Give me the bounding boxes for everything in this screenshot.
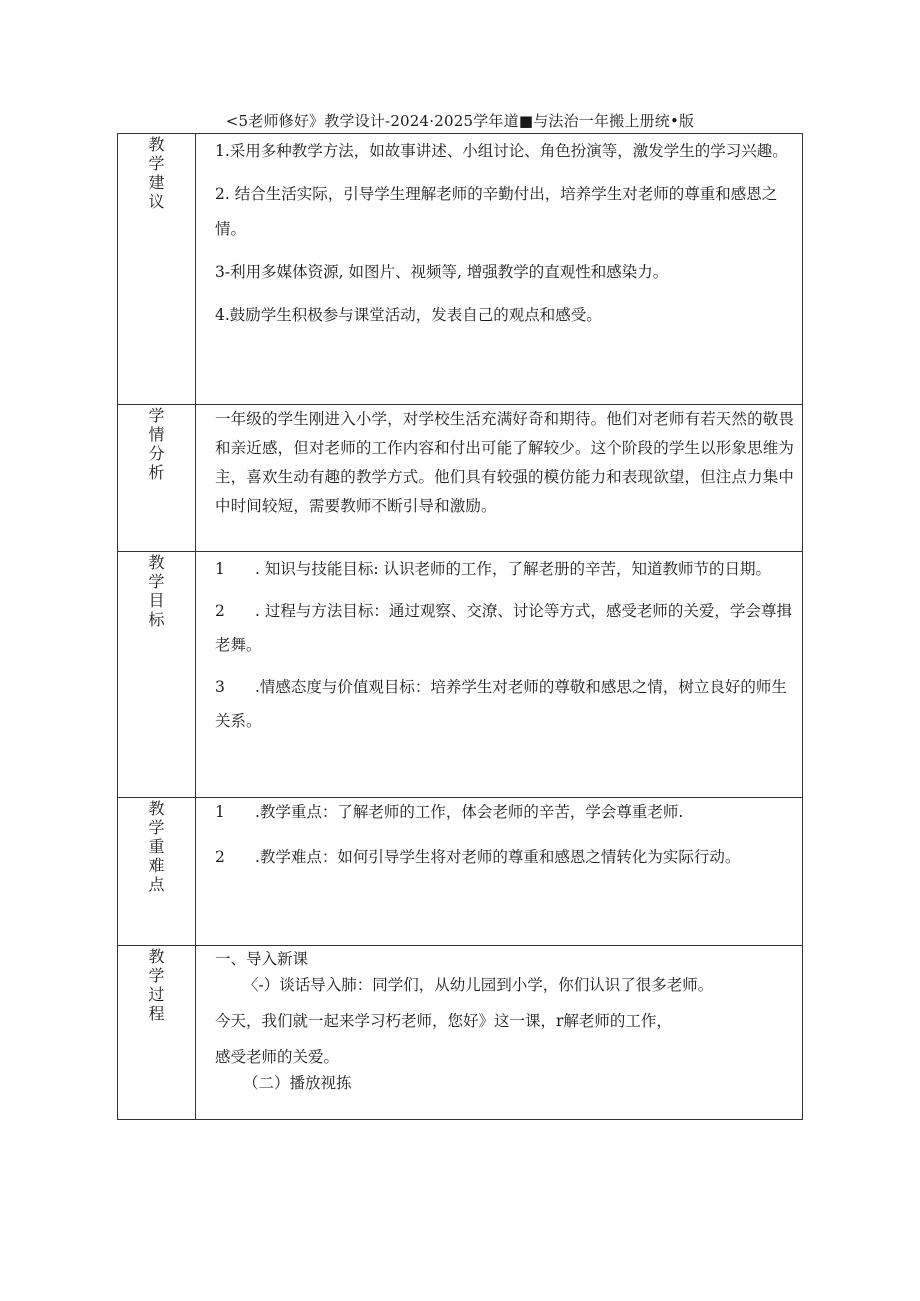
label-analysis-text: 学情分析: [148, 406, 165, 482]
key-point-text-2: .教学难点：如何引导学生将对老师的尊重和感恩之情转化为实际行动。: [255, 848, 741, 866]
label-key-points-text: 教学重难点: [148, 799, 165, 894]
label-key-points: [118, 798, 196, 946]
process-line3: 感受老师的关爱。: [215, 1048, 340, 1066]
analysis-text: 一年级的学生刚进入小学，对学校生活充满好奇和期待。他们对老师有若天然的敬畏和亲近感，但对老师的工作内容和付出可能了解较少。这个阶段的学生以形象思维为主，喜欢生动有趣的教学方式。他们具有较强的模仿能力和表现欲望，但注点力集中中时间较短，需要教师不断引导和激励。: [215, 410, 795, 515]
goal-item-2: [215, 594, 802, 662]
suggestion-item-3: 3-利用多媒体资源, 如图片、视频等, 增强教学的直观性和感染力。: [215, 263, 669, 281]
label-goals: [118, 552, 196, 798]
suggestion-item-1: 1.采用多种教学方法，如故事讲述、小组讨论、角色扮演等，激发学生的学习兴趣。: [215, 142, 788, 160]
key-point-item-1: [215, 798, 802, 826]
key-point-item-2: [215, 843, 802, 871]
label-suggestions-text: 教学建议: [148, 135, 165, 211]
goal-num-3: 3: [215, 678, 225, 696]
process-sub2: （二）播放视拣: [243, 1074, 352, 1092]
content-analysis: [196, 405, 803, 552]
row-key-points: [118, 798, 803, 946]
label-process: [118, 946, 196, 1120]
key-point-num-1: 1: [215, 803, 225, 821]
row-suggestions: [118, 134, 803, 405]
goal-num-1: 1: [215, 560, 225, 578]
label-suggestions: [118, 134, 196, 405]
key-point-num-2: 2: [215, 848, 225, 866]
row-process: [118, 946, 803, 1120]
row-analysis: [118, 405, 803, 552]
process-heading: 一、导入新课: [215, 950, 309, 968]
goal-text-2: . 过程与方法目标：通过观察、交潦、讨论等方式，感受老师的关爱，学会尊揖老舞。: [215, 602, 792, 654]
suggestion-item-2: 2. 结合生活实际，引导学生理解老师的辛勤付出，培养学生对老师的尊重和感恩之情。: [215, 185, 778, 238]
content-goals: [196, 552, 803, 798]
goal-text-3: .情感态度与价值观目标：培养学生对老师的尊敬和感思之情，树立良好的师生关系。: [215, 678, 787, 730]
content-process: [196, 946, 803, 1120]
lesson-plan-table: [117, 133, 803, 1120]
process-line2: 今天，我们就一起来学习朽老师，您好》这一课，r解老师的工作，: [215, 1012, 672, 1030]
goal-item-3: [215, 670, 802, 738]
label-process-text: 教学过程: [148, 947, 165, 1023]
goal-num-2: 2: [215, 602, 225, 620]
suggestion-item-4: 4.鼓励学生积极参与课堂活动，发表自己的观点和感受。: [215, 306, 602, 324]
content-key-points: [196, 798, 803, 946]
goal-item-1: [215, 552, 802, 586]
process-sub1: 〈-）谈话导入肺：同学们，从幼儿园到小学，你们认识了很多老师。: [243, 976, 714, 994]
goal-text-1: . 知识与技能目标: 认识老师的工作，了解老册的辛苦，知道教师节的日期。: [255, 560, 772, 578]
content-suggestions: [196, 134, 803, 405]
label-goals-text: 教学目标: [148, 553, 165, 629]
document-title: <5老师修好》教学设计-2024·2025学年道■与法治一年搬上册统•版: [225, 112, 695, 130]
key-point-text-1: .教学重点：了解老师的工作，体会老师的辛苦，学会尊重老师.: [255, 803, 684, 821]
row-goals: [118, 552, 803, 798]
label-analysis: [118, 405, 196, 552]
